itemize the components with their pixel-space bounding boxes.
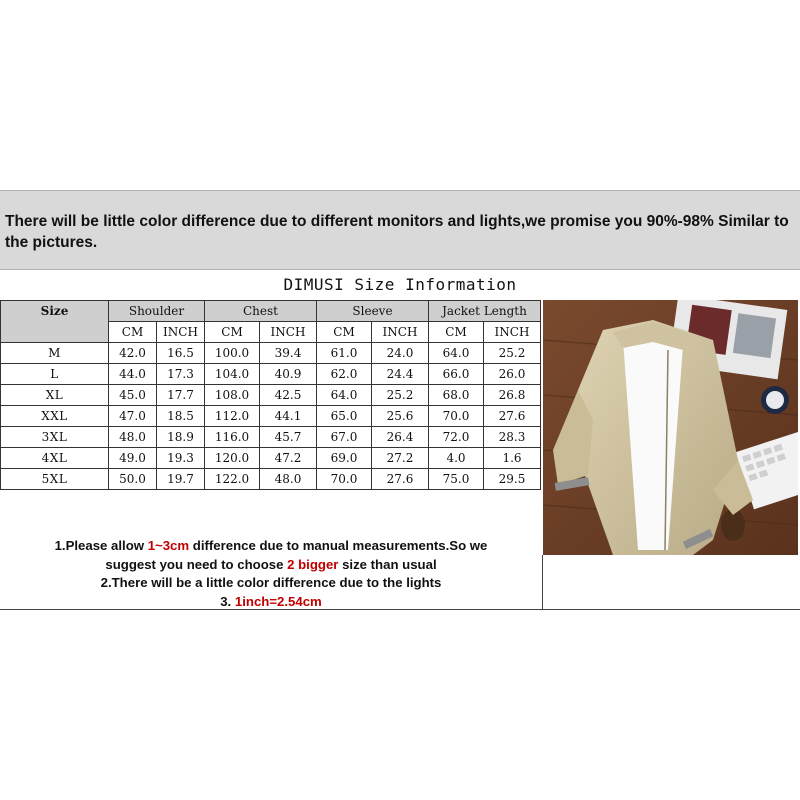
size-value: 17.3 [157, 364, 205, 385]
size-value: 64.0 [429, 343, 484, 364]
size-value: 27.6 [372, 469, 429, 490]
size-value: 62.0 [317, 364, 372, 385]
size-value: 28.3 [484, 427, 541, 448]
note-line-2 [0, 556, 542, 575]
unit-inch: INCH [157, 322, 205, 343]
size-value: 26.0 [484, 364, 541, 385]
note-highlight: 2 bigger [287, 556, 339, 572]
note-text: difference due to manual measurements.So we [189, 538, 488, 553]
unit-inch: INCH [372, 322, 429, 343]
header-shoulder: Shoulder [109, 301, 205, 322]
size-value: 25.2 [484, 343, 541, 364]
note-text: 3. [220, 593, 235, 609]
size-notes [0, 537, 542, 611]
size-table-body [1, 343, 541, 490]
size-value: 104.0 [205, 364, 260, 385]
size-value: 48.0 [260, 469, 317, 490]
size-value: 24.4 [372, 364, 429, 385]
size-value: 26.8 [484, 385, 541, 406]
size-value: 100.0 [205, 343, 260, 364]
jacket-product-photo [543, 300, 798, 555]
note-line-4 [0, 593, 542, 612]
size-label: XXL [1, 406, 109, 427]
disclaimer-text: There will be little color difference due to different monitors and lights,we promise you 90%-98% Similar to the pictures. [5, 213, 789, 251]
size-label: 3XL [1, 427, 109, 448]
table-row [1, 427, 541, 448]
size-value: 19.3 [157, 448, 205, 469]
table-title: DIMUSI Size Information [283, 275, 517, 294]
size-value: 25.2 [372, 385, 429, 406]
size-value: 75.0 [429, 469, 484, 490]
unit-cm: CM [205, 322, 260, 343]
unit-cm: CM [109, 322, 157, 343]
size-value: 108.0 [205, 385, 260, 406]
size-value: 44.1 [260, 406, 317, 427]
table-row [1, 448, 541, 469]
size-label: 4XL [1, 448, 109, 469]
header-chest: Chest [205, 301, 317, 322]
size-value: 72.0 [429, 427, 484, 448]
unit-inch: INCH [260, 322, 317, 343]
size-value: 26.4 [372, 427, 429, 448]
note-line-1 [0, 537, 542, 556]
note-text: size than usual [338, 556, 437, 572]
size-value: 25.6 [372, 406, 429, 427]
note-text: 1.Please allow [54, 538, 148, 553]
size-value: 112.0 [205, 406, 260, 427]
unit-cm: CM [317, 322, 372, 343]
note-text: suggest you need to choose [105, 556, 288, 572]
vertical-divider [542, 555, 543, 610]
size-value: 116.0 [205, 427, 260, 448]
size-value: 49.0 [109, 448, 157, 469]
size-value: 122.0 [205, 469, 260, 490]
header-sleeve: Sleeve [317, 301, 429, 322]
size-value: 120.0 [205, 448, 260, 469]
header-jacket-length: Jacket Length [429, 301, 541, 322]
size-value: 45.7 [260, 427, 317, 448]
size-value: 29.5 [484, 469, 541, 490]
table-row [1, 406, 541, 427]
size-label: XL [1, 385, 109, 406]
watch-prop [761, 386, 789, 414]
disclaimer-banner [0, 190, 800, 270]
size-value: 70.0 [317, 469, 372, 490]
size-value: 48.0 [109, 427, 157, 448]
size-table [0, 300, 541, 490]
size-value: 67.0 [317, 427, 372, 448]
table-row [1, 343, 541, 364]
size-value: 70.0 [429, 406, 484, 427]
size-value: 17.7 [157, 385, 205, 406]
header-size: Size [1, 301, 109, 343]
size-value: 68.0 [429, 385, 484, 406]
unit-cm: CM [429, 322, 484, 343]
size-value: 16.5 [157, 343, 205, 364]
size-value: 18.9 [157, 427, 205, 448]
size-value: 24.0 [372, 343, 429, 364]
size-value: 39.4 [260, 343, 317, 364]
size-value: 65.0 [317, 406, 372, 427]
size-value: 42.0 [109, 343, 157, 364]
size-value: 47.2 [260, 448, 317, 469]
size-value: 47.0 [109, 406, 157, 427]
size-value: 61.0 [317, 343, 372, 364]
size-label: M [1, 343, 109, 364]
size-value: 18.5 [157, 406, 205, 427]
size-value: 64.0 [317, 385, 372, 406]
size-value: 40.9 [260, 364, 317, 385]
size-value: 44.0 [109, 364, 157, 385]
table-row [1, 364, 541, 385]
size-value: 4.0 [429, 448, 484, 469]
size-label: L [1, 364, 109, 385]
size-value: 1.6 [484, 448, 541, 469]
size-value: 19.7 [157, 469, 205, 490]
unit-inch: INCH [484, 322, 541, 343]
size-value: 27.6 [484, 406, 541, 427]
size-value: 45.0 [109, 385, 157, 406]
note-highlight: 1inch=2.54cm [234, 593, 322, 609]
table-row [1, 385, 541, 406]
size-label: 5XL [1, 469, 109, 490]
size-value: 42.5 [260, 385, 317, 406]
size-value: 50.0 [109, 469, 157, 490]
table-row [1, 469, 541, 490]
size-value: 27.2 [372, 448, 429, 469]
note-line-3: 2.There will be a little color difference due to the lights [100, 575, 442, 590]
size-value: 66.0 [429, 364, 484, 385]
note-highlight: 1~3cm [147, 538, 190, 553]
size-value: 69.0 [317, 448, 372, 469]
